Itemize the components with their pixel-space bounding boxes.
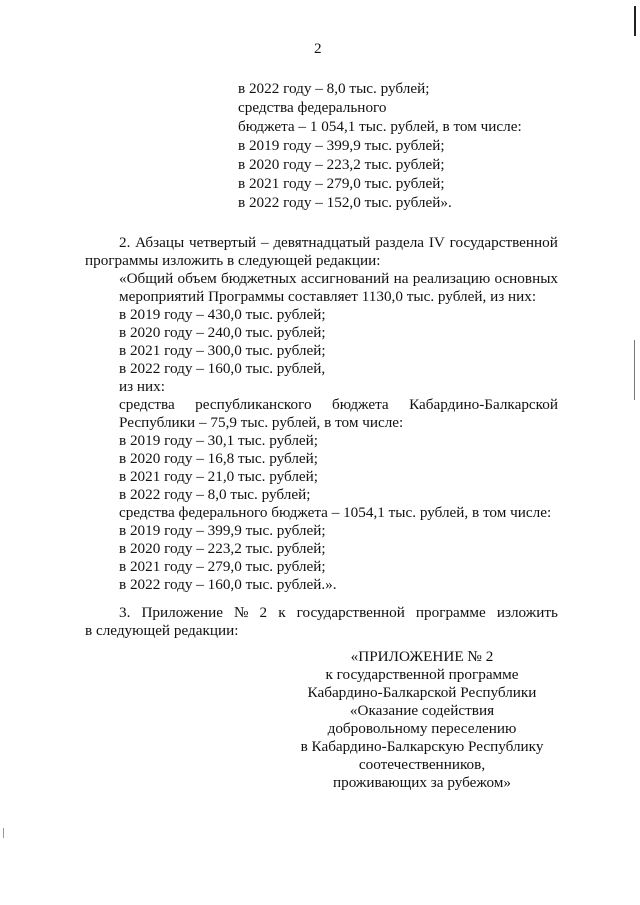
- text-line: средства федерального бюджета – 1054,1 тыс. рублей, в том числе:: [119, 504, 552, 521]
- word: ассигнований: [300, 270, 390, 287]
- scan-edge-mark: [634, 340, 635, 400]
- text-line: в 2019 году – 30,1 тыс. рублей;: [119, 432, 319, 449]
- word: бюджетных: [220, 270, 297, 287]
- text-line: средства федерального: [238, 99, 387, 116]
- text-line: в 2022 году – 8,0 тыс. рублей;: [119, 486, 311, 503]
- word: на: [393, 270, 409, 287]
- scan-edge-mark: [634, 6, 636, 36]
- text-line: в 2019 году – 399,9 тыс. рублей;: [119, 522, 326, 539]
- word: Кабардино-Балкарской: [409, 396, 558, 413]
- text-line: добровольному переселению: [327, 720, 517, 737]
- word: программе: [415, 604, 486, 621]
- text-line: Республики – 75,9 тыс. рублей, в том числе:: [119, 414, 404, 431]
- word: –: [260, 234, 269, 251]
- justified-line: [119, 270, 558, 288]
- word: №: [234, 604, 249, 621]
- text-line: соотечественников,: [358, 756, 486, 773]
- text-line: к государственной программе: [325, 666, 519, 683]
- word: четвертый: [188, 234, 257, 251]
- word: государственной: [296, 604, 405, 621]
- word: основных: [494, 270, 558, 287]
- justified-line: [119, 234, 558, 252]
- text-line: в 2021 году – 279,0 тыс. рублей;: [238, 175, 445, 192]
- word: государственной: [449, 234, 558, 251]
- justified-line: [119, 396, 558, 414]
- text-line: в 2020 году – 16,8 тыс. рублей;: [119, 450, 319, 467]
- word: средства: [119, 396, 175, 413]
- text-line: в следующей редакции:: [85, 622, 239, 639]
- text-line: в 2022 году – 8,0 тыс. рублей;: [238, 80, 430, 97]
- word: реализацию: [412, 270, 491, 287]
- word: девятнадцатый: [273, 234, 371, 251]
- word: изложить: [496, 604, 558, 621]
- scan-edge-mark: [3, 828, 4, 838]
- text-line: мероприятий Программы составляет 1130,0 тыс. рублей, из них:: [119, 288, 537, 305]
- text-line: в 2022 году – 160,0 тыс. рублей,: [119, 360, 326, 377]
- text-line: «Оказание содействия: [349, 702, 495, 719]
- text-line: Кабардино-Балкарской Республики: [307, 684, 537, 701]
- text-line: в 2020 году – 240,0 тыс. рублей;: [119, 324, 326, 341]
- text-line: в 2020 году – 223,2 тыс. рублей;: [119, 540, 326, 557]
- word: республиканского: [195, 396, 312, 413]
- text-line: программы изложить в следующей редакции:: [85, 252, 381, 269]
- word: 3.: [119, 604, 131, 621]
- appendix-title: «ПРИЛОЖЕНИЕ № 2: [350, 648, 494, 665]
- text-line: из них:: [119, 378, 165, 395]
- text-line: бюджета – 1 054,1 тыс. рублей, в том числе:: [238, 118, 522, 135]
- text-line: в 2021 году – 300,0 тыс. рублей;: [119, 342, 326, 359]
- justified-line: [119, 604, 558, 622]
- word: к: [278, 604, 286, 621]
- word: бюджета: [332, 396, 389, 413]
- word: 2: [259, 604, 268, 621]
- text-line: в 2022 году – 152,0 тыс. рублей».: [238, 194, 452, 211]
- word: IV: [428, 234, 445, 251]
- text-line: в Кабардино-Балкарскую Республику: [300, 738, 544, 755]
- text-line: в 2021 году – 21,0 тыс. рублей;: [119, 468, 319, 485]
- page-number: 2: [314, 40, 322, 57]
- text-line: в 2019 году – 399,9 тыс. рублей;: [238, 137, 445, 154]
- word: 2.: [119, 234, 131, 251]
- text-line: в 2020 году – 223,2 тыс. рублей;: [238, 156, 445, 173]
- text-line: проживающих за рубежом»: [332, 774, 512, 791]
- word: Абзацы: [135, 234, 185, 251]
- word: «Общий: [119, 270, 174, 287]
- word: объем: [177, 270, 217, 287]
- text-line: в 2021 году – 279,0 тыс. рублей;: [119, 558, 326, 575]
- text-line: в 2019 году – 430,0 тыс. рублей;: [119, 306, 326, 323]
- word: Приложение: [141, 604, 223, 621]
- word: раздела: [375, 234, 425, 251]
- text-line: в 2022 году – 160,0 тыс. рублей.».: [119, 576, 337, 593]
